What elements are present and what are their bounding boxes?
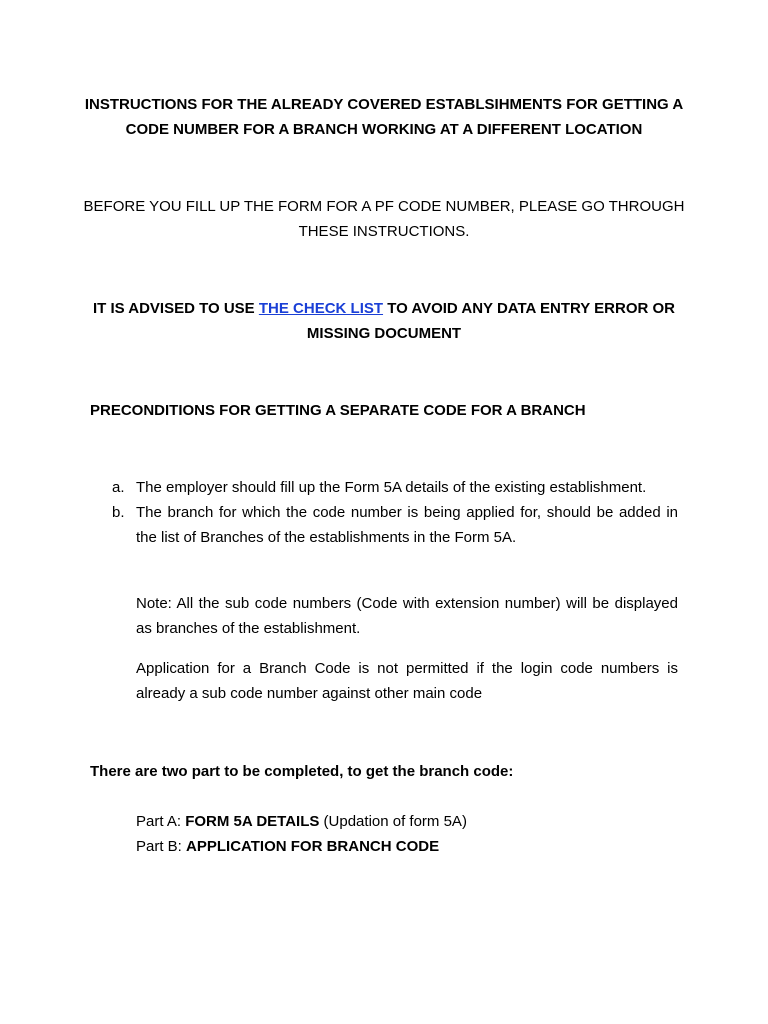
list-marker: b. xyxy=(112,504,125,521)
part-a-suffix: (Updation of form 5A) xyxy=(319,813,467,830)
advice-suffix: TO AVOID ANY DATA ENTRY ERROR OR xyxy=(383,300,675,317)
advice-line-1 xyxy=(80,296,688,321)
list-item-text: The branch for which the code number is being applied for, should be added in the list of Branches of the establishments in the Form 5A. xyxy=(136,504,678,546)
part-b-prefix: Part B: xyxy=(136,838,187,855)
check-list-link[interactable]: THE CHECK LIST xyxy=(258,300,384,317)
intro-line-2: THESE INSTRUCTIONS. xyxy=(298,223,470,240)
advice-paragraph xyxy=(80,296,688,346)
part-a-title: FORM 5A DETAILS xyxy=(185,813,320,830)
intro-line-1: BEFORE YOU FILL UP THE FORM FOR A PF CODE NUMBER, PLEASE GO THROUGH xyxy=(83,198,685,215)
preconditions-list xyxy=(112,475,678,550)
intro-paragraph xyxy=(80,194,688,244)
part-a-prefix: Part A: xyxy=(136,813,186,830)
list-item xyxy=(112,500,678,550)
advice-line-2: MISSING DOCUMENT xyxy=(306,325,462,342)
parts-list xyxy=(136,809,467,859)
preconditions-heading: PRECONDITIONS FOR GETTING A SEPARATE CODE FOR A BRANCH xyxy=(90,402,586,419)
list-marker: a. xyxy=(112,479,125,496)
part-b-title: APPLICATION FOR BRANCH CODE xyxy=(186,838,440,855)
list-item xyxy=(112,475,678,500)
document-title xyxy=(80,92,688,142)
advice-prefix: IT IS ADVISED TO USE xyxy=(92,300,259,317)
part-b xyxy=(136,834,467,859)
note-paragraph: Note: All the sub code numbers (Code with extension number) will be displayed as branches of the establishment. xyxy=(136,595,678,637)
title-line-1: INSTRUCTIONS FOR THE ALREADY COVERED ESTABLSIHMENTS FOR GETTING A xyxy=(84,96,684,113)
restriction-paragraph: Application for a Branch Code is not permitted if the login code numbers is already a sub code number against other main code xyxy=(136,660,678,702)
title-line-2: CODE NUMBER FOR A BRANCH WORKING AT A DIFFERENT LOCATION xyxy=(125,121,643,138)
part-a xyxy=(136,809,467,834)
list-item-text: The employer should fill up the Form 5A details of the existing establishment. xyxy=(136,479,647,496)
parts-heading: There are two part to be completed, to get the branch code: xyxy=(90,763,514,780)
